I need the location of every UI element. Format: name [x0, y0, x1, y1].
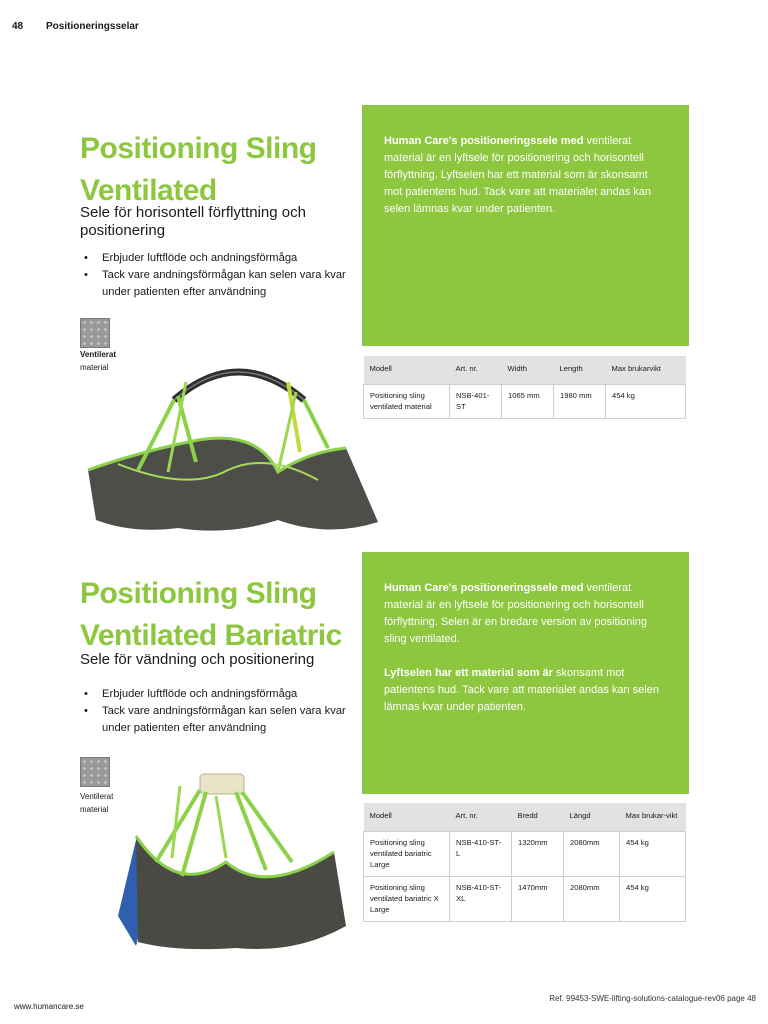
material-label-line1: Ventilerat — [80, 350, 117, 359]
table-header-cell: Art. nr. — [450, 356, 502, 385]
material-label-line1: Ventilerat — [80, 792, 114, 801]
table-cell: 1065 mm — [502, 385, 554, 419]
product-2-spec-table — [363, 803, 686, 922]
product-2-description-box — [362, 552, 689, 794]
product-2-title-line2: Ventilated Bariatric — [80, 619, 342, 652]
table-cell: 454 kg — [620, 877, 686, 922]
table-cell: NSB-401-ST — [450, 385, 502, 419]
bullet-item: • Erbjuder luftflöde och andningsförmåga — [80, 686, 350, 703]
table-cell: 2080mm — [564, 832, 620, 877]
product-1-spec-table — [363, 356, 686, 419]
table-row — [364, 877, 686, 922]
table-header-cell: Length — [554, 356, 606, 385]
table-cell: NSB-410-ST-XL — [450, 877, 512, 922]
table-header-row — [364, 356, 686, 385]
table-row — [364, 385, 686, 419]
table-cell: 1980 mm — [554, 385, 606, 419]
description-body: ventilerat material är en lyftsele för positionering och horisontell förflyttning. Lyftselen har ett material som är skonsamt mot patientens hud. Tack vare att materialet andas kan selen lämnas kvar under patienten. — [384, 135, 652, 215]
material-label-line2: material — [80, 805, 109, 814]
table-cell: 2080mm — [564, 877, 620, 922]
table-cell: 454 kg — [606, 385, 686, 419]
table-header-row — [364, 803, 686, 832]
table-header-cell: Max brukarvikt — [606, 356, 686, 385]
product-2-description-2 — [384, 665, 667, 716]
product-2-bullet-list — [80, 686, 350, 737]
product-1-subtitle: Sele för horisontell förflyttning och positionering — [80, 204, 306, 239]
product-2-image — [116, 766, 354, 954]
section-title: Positioneringsselar — [46, 21, 139, 32]
table-header-cell: Bredd — [512, 803, 564, 832]
product-1-description — [384, 133, 667, 218]
product-2-title — [80, 573, 342, 657]
table-header-cell: Max brukar-vikt — [620, 803, 686, 832]
product-1-description-box — [362, 105, 689, 346]
catalogue-reference: Ref. 99453-SWE-lifting-solutions-catalogue-rev06 page 48 — [549, 994, 756, 1003]
table-cell: 1470mm — [512, 877, 564, 922]
table-header-cell: Art. nr. — [450, 803, 512, 832]
product-1-title-line1: Positioning Sling — [80, 132, 317, 165]
page-number: 48 — [12, 21, 24, 32]
table-cell: NSB-410-ST-L — [450, 832, 512, 877]
product-1-title-line2: Ventilated — [80, 174, 217, 207]
material-label-line2: material — [80, 363, 109, 372]
bullet-item: • Tack vare andningsförmågan kan selen vara kvar under patienten efter användning — [80, 267, 350, 301]
description-body: ventilerat material är en lyftsele för positionering och horisontell förflyttning. Selen är en bredare version av positioning sling ventilated. — [384, 582, 647, 645]
product-1-image — [78, 352, 384, 542]
table-cell: Positioning sling ventilated bariatric Large — [364, 832, 450, 877]
bullet-item: • Erbjuder luftflöde och andningsförmåga — [80, 250, 350, 267]
table-row — [364, 832, 686, 877]
material-label — [80, 790, 113, 816]
table-header-cell: Modell — [364, 356, 450, 385]
product-1-title — [80, 128, 316, 212]
product-2-description — [384, 580, 667, 648]
table-header-cell: Längd — [564, 803, 620, 832]
material-swatch — [80, 318, 110, 348]
description-lead: Human Care's positioneringssele med — [384, 135, 584, 147]
product-2-subtitle: Sele för vändning och positionering — [80, 651, 315, 668]
website-link[interactable]: www.humancare.se — [14, 1002, 84, 1011]
table-cell: 1320mm — [512, 832, 564, 877]
description-body: skonsamt mot patientens hud. Tack vare att materialet andas kan selen lämnas kvar under patienten. — [384, 667, 659, 713]
table-cell: 454 kg — [620, 832, 686, 877]
description-lead: Human Care's positioneringssele med — [384, 582, 584, 594]
product-2-title-line1: Positioning Sling — [80, 577, 317, 610]
product-1-bullet-list — [80, 250, 350, 301]
table-cell: Positioning sling ventilated material — [364, 385, 450, 419]
description-lead: Lyftselen har ett material som är — [384, 667, 553, 679]
bullet-item: • Tack vare andningsförmågan kan selen vara kvar under patienten efter användning — [80, 703, 350, 737]
table-header-cell: Width — [502, 356, 554, 385]
table-header-cell: Modell — [364, 803, 450, 832]
table-cell: Positioning sling ventilated bariatric X Large — [364, 877, 450, 922]
material-swatch — [80, 757, 110, 787]
